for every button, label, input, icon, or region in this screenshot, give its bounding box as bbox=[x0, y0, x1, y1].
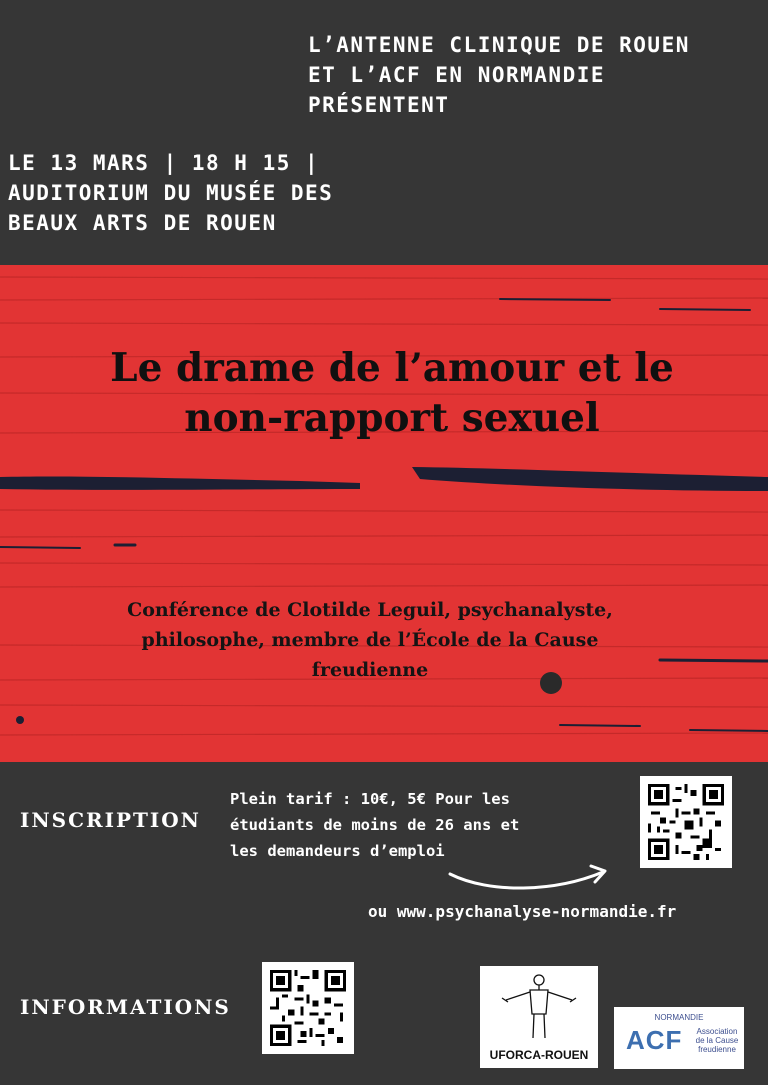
inscription-qr-code[interactable] bbox=[640, 776, 732, 868]
pricing-line: étudiants de moins de 26 ans et bbox=[230, 816, 520, 834]
talk-title bbox=[0, 343, 768, 443]
event-info-line: LE 13 MARS | 18 H 15 | bbox=[8, 151, 320, 175]
website-link[interactable]: ou www.psychanalyse-normandie.fr bbox=[368, 902, 677, 921]
qr-code-icon bbox=[648, 784, 724, 860]
event-info bbox=[8, 148, 468, 238]
acf-name-line: de la Cause bbox=[695, 1036, 739, 1045]
curved-arrow-icon bbox=[445, 860, 620, 900]
title-banner bbox=[0, 265, 768, 762]
presenters-line: L’ANTENNE CLINIQUE DE ROUEN bbox=[308, 33, 690, 57]
pricing-text bbox=[230, 786, 590, 864]
informations-qr-code[interactable] bbox=[262, 962, 354, 1054]
presenters-line: ET L’ACF EN NORMANDIE bbox=[308, 63, 606, 87]
talk-title-line: non-rapport sexuel bbox=[184, 395, 600, 441]
speaker-line: Conférence de Clotilde Leguil, psychanalyste, bbox=[127, 599, 613, 621]
acf-name-line: Association bbox=[696, 1027, 738, 1036]
event-info-line: BEAUX ARTS DE ROUEN bbox=[8, 211, 277, 235]
presenters-line: PRÉSENTENT bbox=[308, 93, 450, 117]
uforca-label: UFORCA-ROUEN bbox=[489, 1048, 589, 1062]
talk-title-line: Le drame de l’amour et le bbox=[110, 345, 674, 391]
acf-full-name bbox=[692, 1027, 742, 1054]
speaker-line: philosophe, membre de l’École de la Cause bbox=[141, 629, 599, 651]
acf-region: NORMANDIE bbox=[654, 1013, 704, 1022]
event-info-line: AUDITORIUM DU MUSÉE DES bbox=[8, 181, 334, 205]
acf-normandie-logo bbox=[614, 1007, 744, 1069]
informations-label: INFORMATIONS bbox=[20, 995, 231, 1019]
wood-texture bbox=[0, 265, 768, 762]
acf-name-line: freudienne bbox=[698, 1045, 736, 1054]
acf-mark: ACF bbox=[626, 1025, 683, 1055]
inscription-label: INSCRIPTION bbox=[20, 808, 201, 832]
speaker-line: freudienne bbox=[311, 659, 429, 681]
speaker-description bbox=[0, 595, 740, 685]
pricing-line: les demandeurs d’emploi bbox=[230, 842, 445, 860]
presenters-heading bbox=[308, 30, 758, 120]
pricing-line: Plein tarif : 10€, 5€ Pour les bbox=[230, 790, 510, 808]
figure-drawing-icon bbox=[500, 972, 578, 1042]
qr-code-icon bbox=[270, 970, 346, 1046]
uforca-rouen-logo bbox=[480, 966, 598, 1068]
